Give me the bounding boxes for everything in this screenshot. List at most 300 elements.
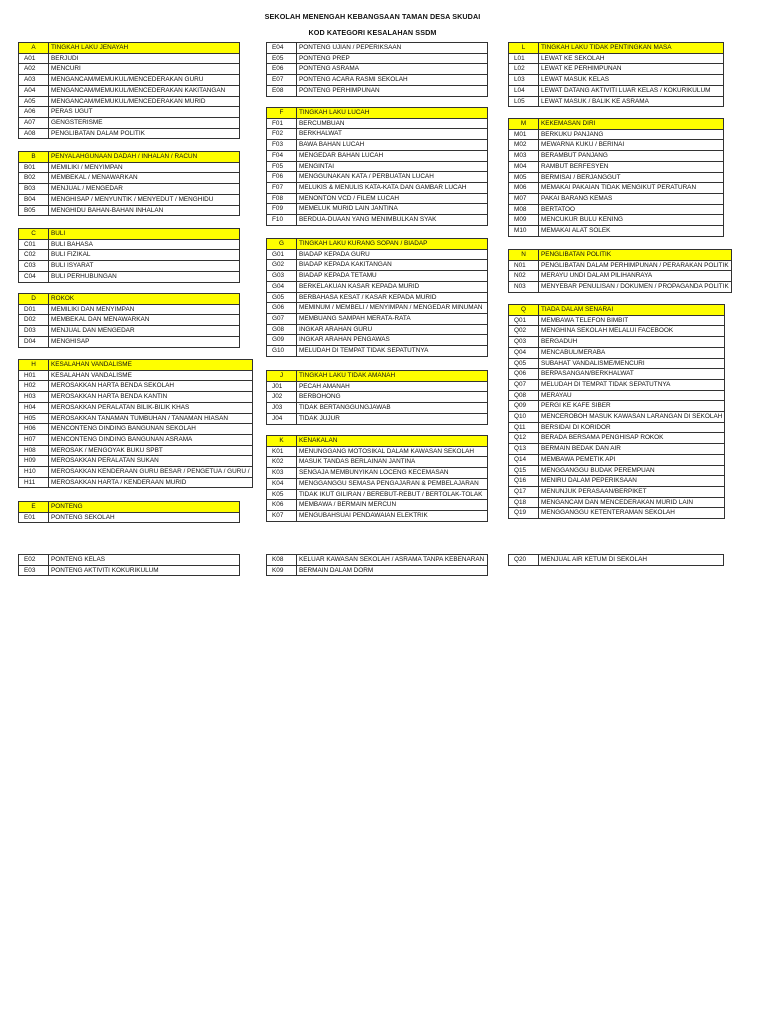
category-K-continued-table <box>266 554 488 576</box>
offense-row <box>509 412 725 423</box>
offense-row <box>267 204 488 215</box>
offense-description: BERKELAKUAN KASAR KEPADA MURID <box>297 281 488 292</box>
offense-description: BIADAP KEPADA GURU <box>297 249 488 260</box>
offense-description: MENJUAL DAN MENGEDAR <box>49 326 240 337</box>
offense-row <box>19 85 240 96</box>
offense-row <box>267 292 488 303</box>
offense-description: MENCABUL/MERABA <box>539 347 725 358</box>
category-letter: L <box>509 43 539 54</box>
offense-row <box>19 304 240 315</box>
offense-row <box>509 161 724 172</box>
category-letter: H <box>19 360 49 371</box>
category-letter: E <box>19 502 49 513</box>
offense-code: H11 <box>19 477 49 488</box>
offense-code: E04 <box>267 43 297 54</box>
category-letter: A <box>19 43 49 54</box>
offense-description: PERGI KE KAFE SIBER <box>539 401 725 412</box>
offense-row <box>509 326 725 337</box>
offense-description: MASUK TANDAS BERLAINAN JANTINA <box>297 457 488 468</box>
offense-row <box>19 261 240 272</box>
offense-code: K08 <box>267 555 297 566</box>
offense-code: E05 <box>267 53 297 64</box>
offense-code: H04 <box>19 402 49 413</box>
offense-code: B04 <box>19 194 49 205</box>
offense-description: MENGEDAR BAHAN LUCAH <box>297 150 488 161</box>
offense-code: J04 <box>267 413 297 424</box>
offense-description: MEROSAKKAN PERALATAN BILIK-BILIK KHAS <box>49 402 253 413</box>
category-header <box>509 250 732 261</box>
offense-row <box>509 129 724 140</box>
offense-row <box>509 369 725 380</box>
offense-description: BERPASANGAN/BERKHALWAT <box>539 369 725 380</box>
offense-description: LEWAT KE PERHIMPUNAN <box>539 64 724 75</box>
category-header <box>267 239 488 250</box>
category-letter: C <box>19 229 49 240</box>
offense-description: BERGADUH <box>539 337 725 348</box>
offense-code: B02 <box>19 173 49 184</box>
offense-description: MELUKIS & MENULIS KATA-KATA DAN GAMBAR LUCAH <box>297 182 488 193</box>
offense-description: MENGGANGGU KETENTERAMAN SEKOLAH <box>539 508 725 519</box>
offense-code: Q01 <box>509 315 539 326</box>
category-letter: J <box>267 371 297 382</box>
category-Q-continued-table <box>508 554 724 566</box>
offense-code: H07 <box>19 434 49 445</box>
offense-row <box>267 43 488 54</box>
offense-code: J02 <box>267 392 297 403</box>
offense-code: H10 <box>19 467 49 478</box>
offense-code: Q12 <box>509 433 539 444</box>
category-title: PENGLIBATAN POLITIK <box>539 250 732 261</box>
offense-description: BULI PERHUBUNGAN <box>49 271 240 282</box>
offense-code: A04 <box>19 85 49 96</box>
offense-row <box>267 468 488 479</box>
offense-row <box>19 456 253 467</box>
offense-description: MEROSAKKAN HARTA / KENDERAAN MURID <box>49 477 253 488</box>
offense-description: KELUAR KAWASAN SEKOLAH / ASRAMA TANPA KEBENARAN <box>297 555 488 566</box>
offense-code: G06 <box>267 303 297 314</box>
category-letter: B <box>19 152 49 163</box>
category-title: PONTENG <box>49 502 240 513</box>
offense-description: SENGAJA MEMBUNYIKAN LOCENG KECEMASAN <box>297 468 488 479</box>
offense-row <box>267 403 488 414</box>
offense-code: K02 <box>267 457 297 468</box>
category-header <box>509 119 724 130</box>
offense-code: Q11 <box>509 422 539 433</box>
offense-row <box>19 424 253 435</box>
offense-row <box>267 555 488 566</box>
category-title: TIADA DALAM SENARAI <box>539 305 725 316</box>
offense-row <box>267 193 488 204</box>
category-header <box>267 436 488 447</box>
offense-description: PENGLIBATAN DALAM POLITIK <box>49 128 240 139</box>
offense-code: C03 <box>19 261 49 272</box>
offense-code: Q18 <box>509 497 539 508</box>
offense-description: BERADA BERSAMA PENGHISAP ROKOK <box>539 433 725 444</box>
offense-code: Q16 <box>509 476 539 487</box>
offense-code: Q05 <box>509 358 539 369</box>
offense-code: K03 <box>267 468 297 479</box>
category-H-table <box>18 359 253 488</box>
offense-row <box>509 85 724 96</box>
offense-row <box>509 204 724 215</box>
offense-row <box>509 282 732 293</box>
category-title: PENYALAHGUNAAN DADAH / INHALAN / RACUN <box>49 152 240 163</box>
offense-description: BERSIDAI DI KORIDOR <box>539 422 725 433</box>
offense-code: F05 <box>267 161 297 172</box>
offense-description: MENGGANGGU BUDAK PEREMPUAN <box>539 465 725 476</box>
offense-row <box>509 53 724 64</box>
offense-description: BULI FIZIKAL <box>49 250 240 261</box>
category-header <box>267 371 488 382</box>
offense-description: PONTENG PREP <box>297 53 488 64</box>
offense-row <box>267 478 488 489</box>
offense-code: Q15 <box>509 465 539 476</box>
category-title: KEKEMASAN DIRI <box>539 119 724 130</box>
category-header <box>509 305 725 316</box>
offense-description: PONTENG PERHIMPUNAN <box>297 85 488 96</box>
offense-description: BERKUKU PANJANG <box>539 129 724 140</box>
offense-description: BERTATOO <box>539 204 724 215</box>
category-title: TINGKAH LAKU TIDAK AMANAH <box>297 371 488 382</box>
offense-row <box>267 324 488 335</box>
category-B-table <box>18 151 240 216</box>
offense-row <box>509 226 724 237</box>
offense-row <box>267 260 488 271</box>
offense-code: F07 <box>267 182 297 193</box>
offense-row <box>509 75 724 86</box>
offense-row <box>19 402 253 413</box>
offense-row <box>509 183 724 194</box>
offense-code: F09 <box>267 204 297 215</box>
offense-row <box>267 489 488 500</box>
offense-row <box>19 512 240 523</box>
offense-description: PAKAI BARANG KEMAS <box>539 193 724 204</box>
offense-code: H06 <box>19 424 49 435</box>
offense-row <box>19 75 240 86</box>
offense-code: Q03 <box>509 337 539 348</box>
offense-row <box>509 358 725 369</box>
offense-code: F06 <box>267 172 297 183</box>
offense-row <box>267 75 488 86</box>
offense-code: M08 <box>509 204 539 215</box>
offense-code: Q08 <box>509 390 539 401</box>
offense-row <box>19 117 240 128</box>
offense-code: A05 <box>19 96 49 107</box>
offense-row <box>267 64 488 75</box>
offense-description: PERAS UGUT <box>49 107 240 118</box>
offense-description: LEWAT MASUK KELAS <box>539 75 724 86</box>
offense-row <box>267 129 488 140</box>
offense-row <box>267 172 488 183</box>
offense-row <box>509 172 724 183</box>
offense-row <box>509 96 724 107</box>
offense-description: MEROSAK / MENGOYAK BUKU SPBT <box>49 445 253 456</box>
category-header <box>19 502 240 513</box>
offense-description: TIDAK JUJUR <box>297 413 488 424</box>
offense-row <box>509 271 732 282</box>
offense-code: H08 <box>19 445 49 456</box>
offense-code: M01 <box>509 129 539 140</box>
offense-code: Q10 <box>509 412 539 423</box>
offense-description: MENONTON VCD / FILEM LUCAH <box>297 193 488 204</box>
offense-description: LEWAT DATANG AKTIVITI LUAR KELAS / KOKURIKULUM <box>539 85 724 96</box>
offense-row <box>19 184 240 195</box>
offense-code: L04 <box>509 85 539 96</box>
offense-code: F08 <box>267 193 297 204</box>
offense-description: MENGANCAM/MEMUKUL/MENCEDERAKAN KAKITANGAN <box>49 85 240 96</box>
offense-code: G07 <box>267 313 297 324</box>
offense-description: LEWAT MASUK / BALIK KE ASRAMA <box>539 96 724 107</box>
offense-row <box>267 271 488 282</box>
offense-code: K05 <box>267 489 297 500</box>
offense-row <box>267 457 488 468</box>
offense-code: Q07 <box>509 379 539 390</box>
offense-code: H01 <box>19 370 49 381</box>
offense-code: L03 <box>509 75 539 86</box>
offense-row <box>267 446 488 457</box>
offense-description: BERBAHASA KESAT / KASAR KEPADA MURID <box>297 292 488 303</box>
offense-row <box>509 140 724 151</box>
offense-description: MEROSAKKAN TANAMAN TUMBUHAN / TANAMAN HIASAN <box>49 413 253 424</box>
offense-description: INGKAR ARAHAN GURU <box>297 324 488 335</box>
offense-code: Q17 <box>509 486 539 497</box>
offense-row <box>267 565 488 576</box>
offense-description: MEMELUK MURID LAIN JANTINA <box>297 204 488 215</box>
offense-row <box>19 413 253 424</box>
offense-code: M05 <box>509 172 539 183</box>
offense-row <box>19 467 253 478</box>
offense-row <box>267 413 488 424</box>
category-title: TINGKAH LAKU TIDAK PENTINGKAN MASA <box>539 43 724 54</box>
category-title: TINGKAH LAKU JENAYAH <box>49 43 240 54</box>
offense-code: F04 <box>267 150 297 161</box>
offense-description: MENGGANGGU SEMASA PENGAJARAN & PEMBELAJARAN <box>297 478 488 489</box>
offense-code: H02 <box>19 381 49 392</box>
offense-description: MENCEROBOH MASUK KAWASAN LARANGAN DI SEKOLAH <box>539 412 725 423</box>
offense-description: MENGGUNAKAN KATA / PERBUATAN LUCAH <box>297 172 488 183</box>
offense-description: INGKAR ARAHAN PENGAWAS <box>297 335 488 346</box>
offense-description: BERCUMBUAN <box>297 118 488 129</box>
offense-description: MEMILIKI / MENYIMPAN <box>49 162 240 173</box>
offense-description: GENGSTERISME <box>49 117 240 128</box>
offense-row <box>267 150 488 161</box>
offense-code: D04 <box>19 336 49 347</box>
offense-code: C04 <box>19 271 49 282</box>
category-title: KESALAHAN VANDALISME <box>49 360 253 371</box>
offense-row <box>267 215 488 226</box>
category-E-table <box>18 501 240 523</box>
offense-code: C01 <box>19 239 49 250</box>
offense-description: MENGINTAI <box>297 161 488 172</box>
offense-row <box>267 140 488 151</box>
offense-row <box>19 326 240 337</box>
offense-row <box>509 347 725 358</box>
offense-row <box>509 64 724 75</box>
category-header <box>19 43 240 54</box>
category-E-continued-table <box>18 554 240 576</box>
category-Q-table <box>508 304 725 519</box>
category-D-table <box>18 293 240 348</box>
offense-row <box>19 445 253 456</box>
offense-code: Q20 <box>509 555 539 566</box>
offense-row <box>19 128 240 139</box>
offense-code: F03 <box>267 140 297 151</box>
offense-code: G05 <box>267 292 297 303</box>
offense-description: PONTENG ASRAMA <box>297 64 488 75</box>
offense-code: D03 <box>19 326 49 337</box>
category-E-part-table <box>266 42 488 97</box>
category-letter: N <box>509 250 539 261</box>
category-letter: G <box>267 239 297 250</box>
category-letter: M <box>509 119 539 130</box>
offense-description: MENGANCAM/MEMUKUL/MENCEDERAKAN MURID <box>49 96 240 107</box>
category-title: TINGKAH LAKU LUCAH <box>297 108 488 119</box>
offense-code: G01 <box>267 249 297 260</box>
offense-row <box>509 555 724 566</box>
category-K-table <box>266 435 488 522</box>
offense-description: BERJUDI <box>49 53 240 64</box>
offense-code: Q14 <box>509 454 539 465</box>
offense-code: A02 <box>19 64 49 75</box>
offense-code: K09 <box>267 565 297 576</box>
offense-row <box>509 337 725 348</box>
category-title: KENAKALAN <box>297 436 488 447</box>
offense-row <box>19 53 240 64</box>
offense-row <box>267 303 488 314</box>
offense-description: MENUNGGANG MOTOSIKAL DALAM KAWASAN SEKOLAH <box>297 446 488 457</box>
offense-row <box>509 422 725 433</box>
offense-row <box>19 370 253 381</box>
offense-row <box>19 477 253 488</box>
offense-code: A07 <box>19 117 49 128</box>
offense-code: N03 <box>509 282 539 293</box>
offense-row <box>509 444 725 455</box>
offense-description: KESALAHAN VANDALISME <box>49 370 253 381</box>
offense-description: PONTENG AKTIVITI KOKURIKULUM <box>49 565 240 576</box>
offense-description: MENGHIDU BAHAN-BAHAN INHALAN <box>49 205 240 216</box>
offense-description: MEMBAWA / BERMAIN MERCUN <box>297 500 488 511</box>
offense-description: BERBOHONG <box>297 392 488 403</box>
offense-row <box>509 465 725 476</box>
offense-row <box>509 433 725 444</box>
offense-row <box>19 315 240 326</box>
sheet-title: KOD KATEGORI KESALAHAN SSDM <box>308 28 437 37</box>
offense-description: MENGUBAHSUAI PENDAWAIAN ELEKTRIK <box>297 510 488 521</box>
offense-code: L01 <box>509 53 539 64</box>
offense-row <box>509 508 725 519</box>
offense-code: M04 <box>509 161 539 172</box>
offense-row <box>19 565 240 576</box>
offense-description: MENCONTENG DINDING BANGUNAN SEKOLAH <box>49 424 253 435</box>
offense-row <box>19 381 253 392</box>
offense-row <box>509 486 725 497</box>
offense-code: M03 <box>509 151 539 162</box>
offense-description: MENYEBAR PENULISAN / DOKUMEN / PROPAGANDA POLITIK <box>539 282 732 293</box>
offense-description: MEROSAKKAN KENDERAAN GURU BESAR / PENGETUA / GURU / <box>49 467 253 478</box>
offense-description: MERAYU UNDI DALAM PILIHANRAYA <box>539 271 732 282</box>
offense-row <box>509 193 724 204</box>
offense-code: D02 <box>19 315 49 326</box>
category-header <box>267 108 488 119</box>
category-letter: D <box>19 294 49 305</box>
offense-description: MEWARNA KUKU / BERINAI <box>539 140 724 151</box>
offense-code: Q19 <box>509 508 539 519</box>
offense-code: Q13 <box>509 444 539 455</box>
offense-description: RAMBUT BERFESYEN <box>539 161 724 172</box>
category-title: ROKOK <box>49 294 240 305</box>
offense-row <box>19 107 240 118</box>
offense-description: BULI BAHASA <box>49 239 240 250</box>
offense-row <box>19 336 240 347</box>
offense-description: MENIRU DALAM PEPERIKSAAN <box>539 476 725 487</box>
offense-row <box>267 281 488 292</box>
offense-code: G08 <box>267 324 297 335</box>
category-header <box>509 43 724 54</box>
offense-code: D01 <box>19 304 49 315</box>
offense-description: BERMAIN BEDAK DAN AIR <box>539 444 725 455</box>
offense-row <box>509 497 725 508</box>
category-letter: K <box>267 436 297 447</box>
offense-code: A06 <box>19 107 49 118</box>
offense-description: MEROSAKKAN HARTA BENDA SEKOLAH <box>49 381 253 392</box>
offense-description: MENCUKUR BULU KENING <box>539 215 724 226</box>
offense-row <box>19 271 240 282</box>
offense-row <box>19 96 240 107</box>
offense-description: BERMISAI / BERJANGGUT <box>539 172 724 183</box>
offense-description: MENGHISAP / MENYUNTIK / MENYEDUT / MENGHIDU <box>49 194 240 205</box>
offense-description: TIDAK BERTANGGUNGJAWAB <box>297 403 488 414</box>
offense-row <box>509 260 732 271</box>
category-F-table <box>266 107 488 226</box>
offense-row <box>267 85 488 96</box>
offense-code: K06 <box>267 500 297 511</box>
offense-code: K07 <box>267 510 297 521</box>
offense-row <box>267 313 488 324</box>
offense-row <box>509 401 725 412</box>
offense-description: MENGHISAP <box>49 336 240 347</box>
category-M-table <box>508 118 724 237</box>
offense-row <box>19 434 253 445</box>
offense-row <box>19 64 240 75</box>
offense-row <box>267 510 488 521</box>
offense-description: PONTENG SEKOLAH <box>49 512 240 523</box>
offense-description: MENJUAL / MENGEDAR <box>49 184 240 195</box>
offense-description: SUBAHAT VANDALISME/MENCURI <box>539 358 725 369</box>
offense-description: MENCONTENG DINDING BANGUNAN ASRAMA <box>49 434 253 445</box>
category-header <box>19 229 240 240</box>
offense-code: F01 <box>267 118 297 129</box>
offense-code: M10 <box>509 226 539 237</box>
offense-code: J03 <box>267 403 297 414</box>
offense-description: BAWA BAHAN LUCAH <box>297 140 488 151</box>
offense-code: M06 <box>509 183 539 194</box>
offense-code: G04 <box>267 281 297 292</box>
offense-code: E06 <box>267 64 297 75</box>
offense-code: E02 <box>19 555 49 566</box>
offense-code: G09 <box>267 335 297 346</box>
offense-description: PONTENG UJIAN / PEPERIKSAAN <box>297 43 488 54</box>
offense-description: PONTENG ACARA RASMI SEKOLAH <box>297 75 488 86</box>
offense-code: B05 <box>19 205 49 216</box>
offense-code: Q02 <box>509 326 539 337</box>
offense-description: PENGLIBATAN DALAM PERHIMPUNAN / PERARAKAN POLITIK <box>539 260 732 271</box>
offense-code: E07 <box>267 75 297 86</box>
offense-code: Q06 <box>509 369 539 380</box>
category-header <box>19 152 240 163</box>
offense-description: PECAH AMANAH <box>297 381 488 392</box>
offense-description: MENUNJUK PERASAAN/BERPIKET <box>539 486 725 497</box>
offense-description: MEMBAWA PEMETIK API <box>539 454 725 465</box>
